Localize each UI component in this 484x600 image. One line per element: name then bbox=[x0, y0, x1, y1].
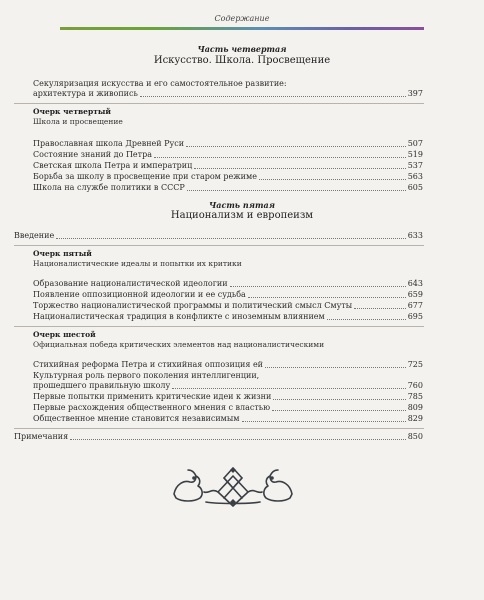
toc-entry[interactable] bbox=[33, 183, 423, 193]
part5-title: Часть пятая bbox=[208, 200, 276, 210]
essay5-title: Очерк пятый bbox=[33, 249, 92, 258]
toc-entry-text: Состояние знаний до Петра bbox=[33, 150, 152, 159]
toc-entry-text: Борьба за школу в просвещение при старом режиме bbox=[33, 172, 257, 181]
leader-dots bbox=[354, 308, 406, 309]
toc-page-number: 507 bbox=[407, 139, 423, 148]
part4-title: Часть четвертая bbox=[197, 44, 287, 54]
toc-entry-notes[interactable] bbox=[14, 432, 423, 442]
divider bbox=[14, 103, 424, 104]
leader-dots bbox=[259, 179, 406, 180]
leader-dots bbox=[265, 367, 406, 368]
toc-page-number: 760 bbox=[407, 381, 423, 390]
toc-entry-introduction[interactable] bbox=[14, 231, 423, 241]
toc-entry-text: Введение bbox=[14, 231, 55, 240]
toc-entry[interactable] bbox=[33, 360, 423, 370]
leader-dots bbox=[230, 286, 406, 287]
toc-entry[interactable] bbox=[33, 403, 423, 413]
toc-entry-text: Появление оппозиционной идеологии и ее судьба bbox=[33, 290, 246, 299]
part4-subtitle: Искусство. Школа. Просвещение bbox=[153, 55, 331, 66]
toc-entry-text: Первые расхождения общественного мнения с властью bbox=[33, 403, 271, 412]
toc-entry[interactable] bbox=[33, 139, 423, 149]
toc-entry-line2: архитектура и живопись bbox=[33, 89, 138, 98]
toc-entry-text: Школа на службе политики в СССР bbox=[33, 183, 185, 192]
toc-page-number: 695 bbox=[407, 312, 423, 321]
leader-dots bbox=[273, 399, 405, 400]
toc-entry-intelligentsia[interactable] bbox=[33, 371, 423, 391]
toc-page-number: 829 bbox=[407, 414, 423, 423]
toc-entry-text: Националистическая традиция в конфликте с иноземным влиянием bbox=[33, 312, 325, 321]
leader-dots bbox=[248, 297, 406, 298]
essay4-title: Очерк четвертый bbox=[33, 107, 111, 116]
toc-entry[interactable] bbox=[33, 279, 423, 289]
leader-dots bbox=[172, 388, 406, 389]
leader-dots bbox=[186, 146, 406, 147]
toc-page-number: 519 bbox=[407, 150, 423, 159]
toc-page-number: 563 bbox=[407, 172, 423, 181]
essay4-subtitle: Школа и просвещение bbox=[33, 117, 123, 126]
part5-subtitle: Национализм и европеизм bbox=[170, 210, 314, 221]
toc-entry-text: Образование националистической идеологии bbox=[33, 279, 228, 288]
divider bbox=[14, 428, 424, 429]
toc-entry[interactable] bbox=[33, 414, 423, 424]
toc-entry[interactable] bbox=[33, 172, 423, 182]
divider bbox=[14, 326, 424, 327]
leader-dots bbox=[272, 410, 406, 411]
leader-dots bbox=[70, 439, 406, 440]
toc-page-number: 537 bbox=[407, 161, 423, 170]
toc-page-number: 643 bbox=[407, 279, 423, 288]
essay6-subtitle: Официальная победа критических элементов над националистическими bbox=[33, 340, 325, 349]
leader-dots bbox=[187, 190, 406, 191]
toc-entry[interactable] bbox=[33, 161, 423, 171]
toc-entry-line1: Секуляризация искусства и его самостоятельное развитие: bbox=[33, 79, 287, 88]
essay5-subtitle: Националистические идеалы и попытки их критики bbox=[33, 259, 242, 268]
divider bbox=[14, 245, 424, 246]
toc-entry-line2: прошедшего правильную школу bbox=[33, 381, 171, 390]
toc-page-number: 633 bbox=[407, 231, 423, 240]
toc-page-number: 677 bbox=[407, 301, 423, 310]
leader-dots bbox=[194, 168, 405, 169]
toc-entry-text: Светская школа Петра и императриц bbox=[33, 161, 193, 170]
toc-entry-text: Стихийная реформа Петра и стихийная оппозиция ей bbox=[33, 360, 264, 369]
leader-dots bbox=[56, 238, 406, 239]
toc-page-number: 725 bbox=[407, 360, 423, 369]
toc-entry-text: Общественное мнение становится независимым bbox=[33, 414, 240, 423]
toc-entry-text: Примечания bbox=[14, 432, 69, 441]
toc-entry-text: Торжество националистической программы и политический смысл Смуты bbox=[33, 301, 353, 310]
leader-dots bbox=[140, 96, 406, 97]
essay6-title: Очерк шестой bbox=[33, 330, 96, 339]
header-rule bbox=[60, 27, 424, 30]
toc-page-number: 397 bbox=[407, 89, 423, 98]
toc-entry[interactable] bbox=[33, 290, 423, 300]
leader-dots bbox=[327, 319, 406, 320]
toc-entry-text: Православная школа Древней Руси bbox=[33, 139, 185, 148]
leader-dots bbox=[154, 157, 406, 158]
toc-entry[interactable] bbox=[33, 150, 423, 160]
running-header: Содержание bbox=[214, 14, 270, 23]
folk-ornament-birds-icon bbox=[168, 464, 298, 508]
toc-page-number: 605 bbox=[407, 183, 423, 192]
toc-page-number: 809 bbox=[407, 403, 423, 412]
leader-dots bbox=[242, 421, 406, 422]
toc-entry[interactable] bbox=[33, 301, 423, 311]
toc-page-number: 659 bbox=[407, 290, 423, 299]
toc-entry[interactable] bbox=[33, 392, 423, 402]
toc-entry-line1: Культурная роль первого поколения интеллигенции, bbox=[33, 371, 260, 380]
toc-entry[interactable] bbox=[33, 312, 423, 322]
toc-entry-secularization[interactable] bbox=[33, 79, 423, 99]
toc-page-number: 785 bbox=[407, 392, 423, 401]
toc-page-number: 850 bbox=[407, 432, 423, 441]
toc-entry-text: Первые попытки применить критические идеи к жизни bbox=[33, 392, 272, 401]
